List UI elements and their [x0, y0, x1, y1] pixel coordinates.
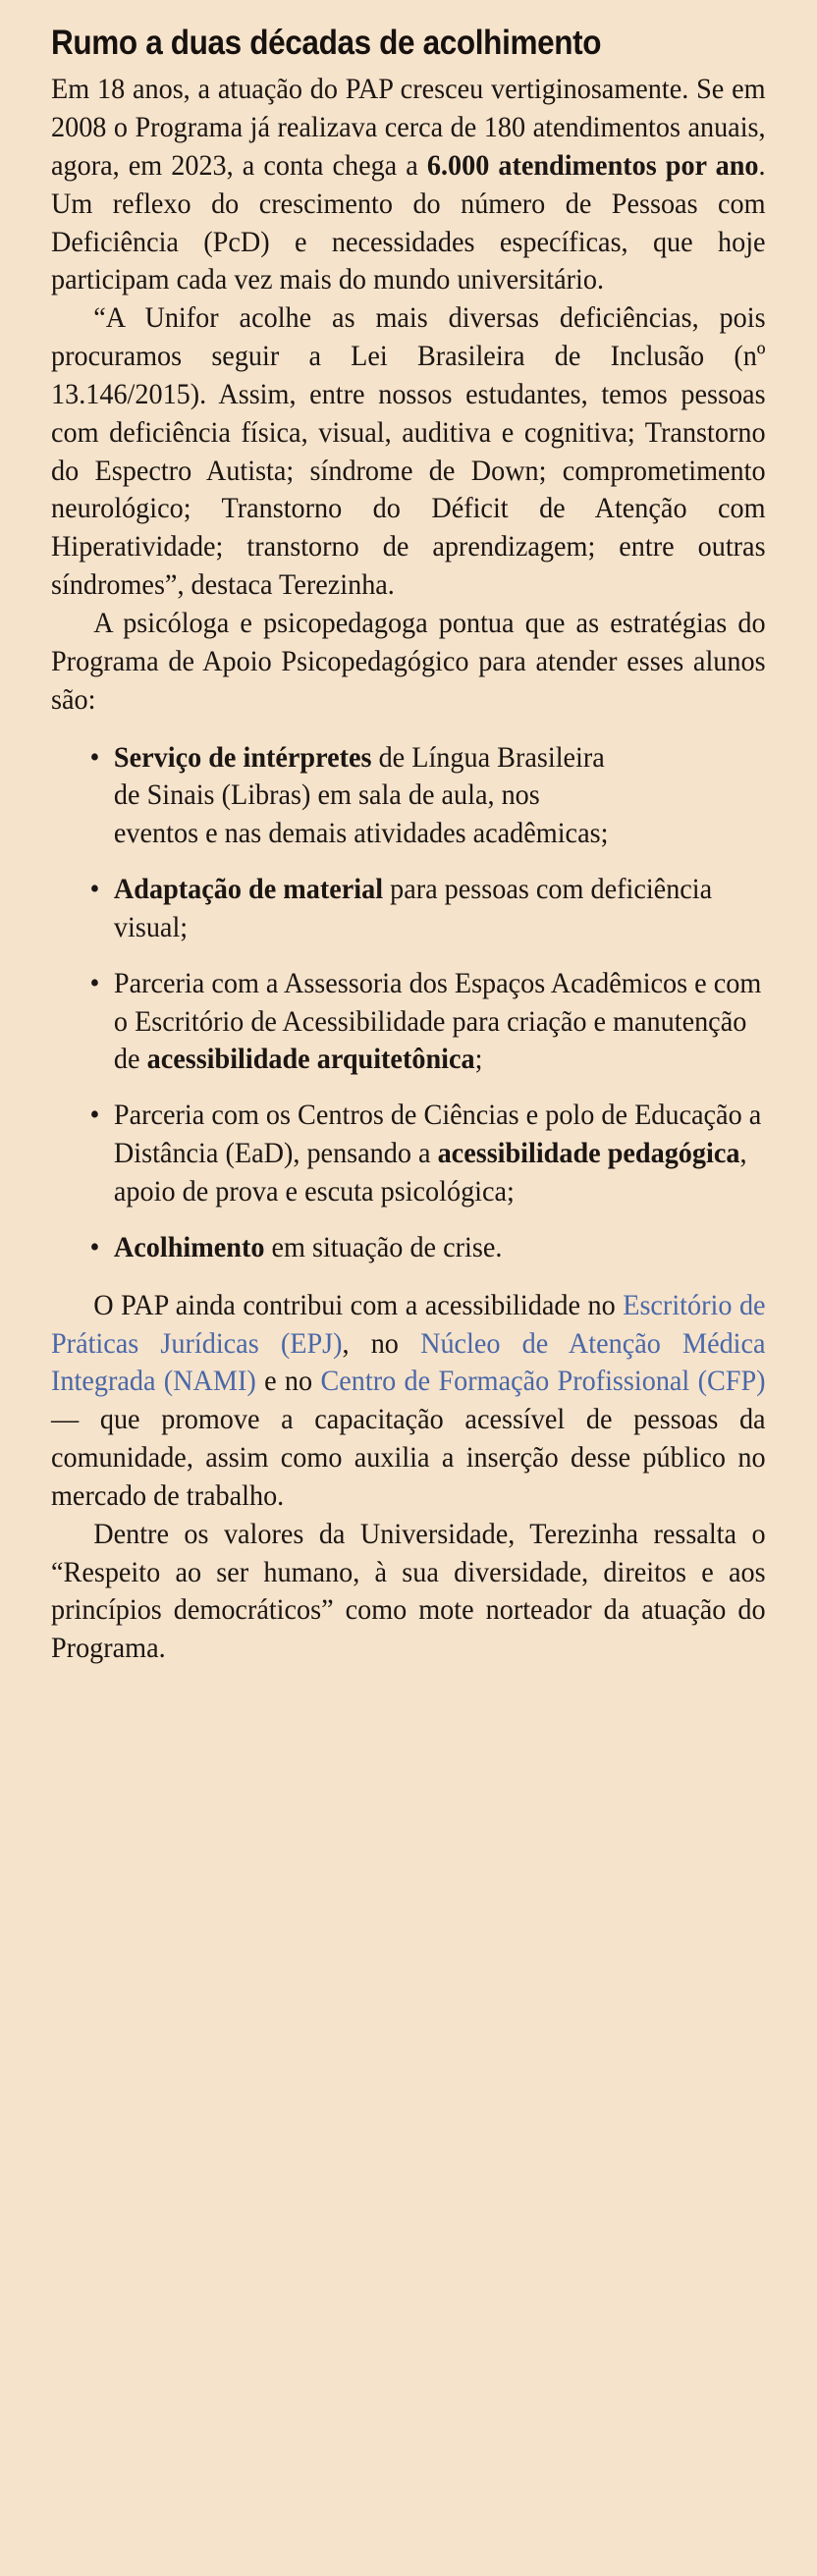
paragraph-pap-text-c: e no: [255, 1365, 321, 1398]
list-item: [51, 1097, 766, 1211]
bullet-icon: •: [89, 740, 100, 774]
list-item-tail: , apoio de prova e escuta psicológica;: [113, 1137, 747, 1208]
paragraph-pap-text-b: , no: [342, 1326, 421, 1360]
paragraph-intro-text-a: Em 18 anos, a atuação do PAP cresceu vertiginosamente. Se em 2008 o Programa já realizava cerca de 180 atendimentos anuais, agora, em 2023, a conta chega a: [51, 73, 766, 182]
paragraph-intro-text-b: . Um reflexo do crescimento do número de Pessoas com Deficiência (PcD) e necessidades específicas, que hoje participam cada vez mais do mundo universitário.: [51, 148, 766, 296]
list-item-lead: Parceria com os Centros de Ciências e polo de Educação a Distância (EaD), pensando a: [113, 1099, 762, 1170]
paragraph-intro: [51, 71, 766, 299]
paragraph-pap-accessibility: [51, 1287, 766, 1516]
page-title: Rumo a duas décadas de acolhimento: [51, 24, 602, 62]
list-item: [51, 739, 630, 854]
bullet-icon: •: [89, 966, 100, 999]
bullet-icon: •: [89, 1099, 100, 1132]
paragraph-intro-highlight: 6.000 atendimentos por ano: [426, 148, 759, 182]
list-item: [51, 1229, 766, 1267]
list-item-body: em situação de crise.: [264, 1230, 503, 1263]
paragraph-pap-text-a: O PAP ainda contribui com a acessibilidade no: [93, 1288, 624, 1321]
list-item-body: para pessoas com deficiência visual;: [113, 873, 713, 943]
paragraph-values: Dentre os valores da Universidade, Terezinha ressalta o “Respeito ao ser humano, à sua diversidade, direitos e aos princípios democráticos” como mote norteador da atuação do Programa.: [51, 1517, 766, 1665]
list-item: [51, 871, 766, 947]
list-item: [51, 965, 766, 1080]
list-item-lead: Parceria com a Assessoria dos Espaços Acadêmicos e com o Escritório de Acessibilidade para criação e manutenção de: [113, 966, 762, 1076]
link-centro-formacao-profissional[interactable]: Centro de Formação Profissional (CFP): [320, 1365, 766, 1398]
list-item-lead-bold: Adaptação de material: [113, 873, 384, 906]
link-nami[interactable]: Núcleo de Atenção Médica Integrada (NAMI): [51, 1326, 766, 1398]
list-item-highlight: acessibilidade arquitetônica: [146, 1043, 475, 1076]
bullet-icon: •: [89, 1230, 100, 1263]
paragraph-strategies-intro: A psicóloga e psicopedagoga pontua que as estratégias do Programa de Apoio Psicopedagógico para atender esses alunos são:: [51, 607, 766, 716]
link-escritorio-praticas-juridicas[interactable]: Escritório de Práticas Jurídicas (EPJ): [51, 1288, 766, 1360]
paragraph-pap-text-d: — que promove a capacitação acessível de pessoas da comunidade, assim como auxilia a inserção desse público no mercado de trabalho.: [51, 1403, 766, 1512]
list-item-body: de Língua Brasileira de Sinais (Libras) em sala de aula, nos eventos e nas demais atividades acadêmicas;: [113, 740, 609, 850]
paragraph-quote-unifor: “A Unifor acolhe as mais diversas deficiências, pois procuramos seguir a Lei Brasileira de Inclusão (nº 13.146/2015). Assim, entre nossos estudantes, temos pessoas com deficiência física, visual, auditiva e cognitiva; Transtorno do Espectro Autista; síndrome de Down; comprometimento neurológico; Transtorno do Déficit de Atenção com Hiperatividade; transtorno de aprendizagem; entre outras síndromes”, destaca Terezinha.: [51, 301, 766, 602]
list-item-lead-bold: Serviço de intérpretes: [113, 740, 372, 774]
strategy-list: [51, 739, 766, 1267]
list-item-lead-bold: Acolhimento: [113, 1230, 265, 1263]
list-item-highlight: acessibilidade pedagógica: [437, 1137, 740, 1170]
list-item-tail: ;: [474, 1043, 483, 1076]
bullet-icon: •: [89, 873, 100, 906]
